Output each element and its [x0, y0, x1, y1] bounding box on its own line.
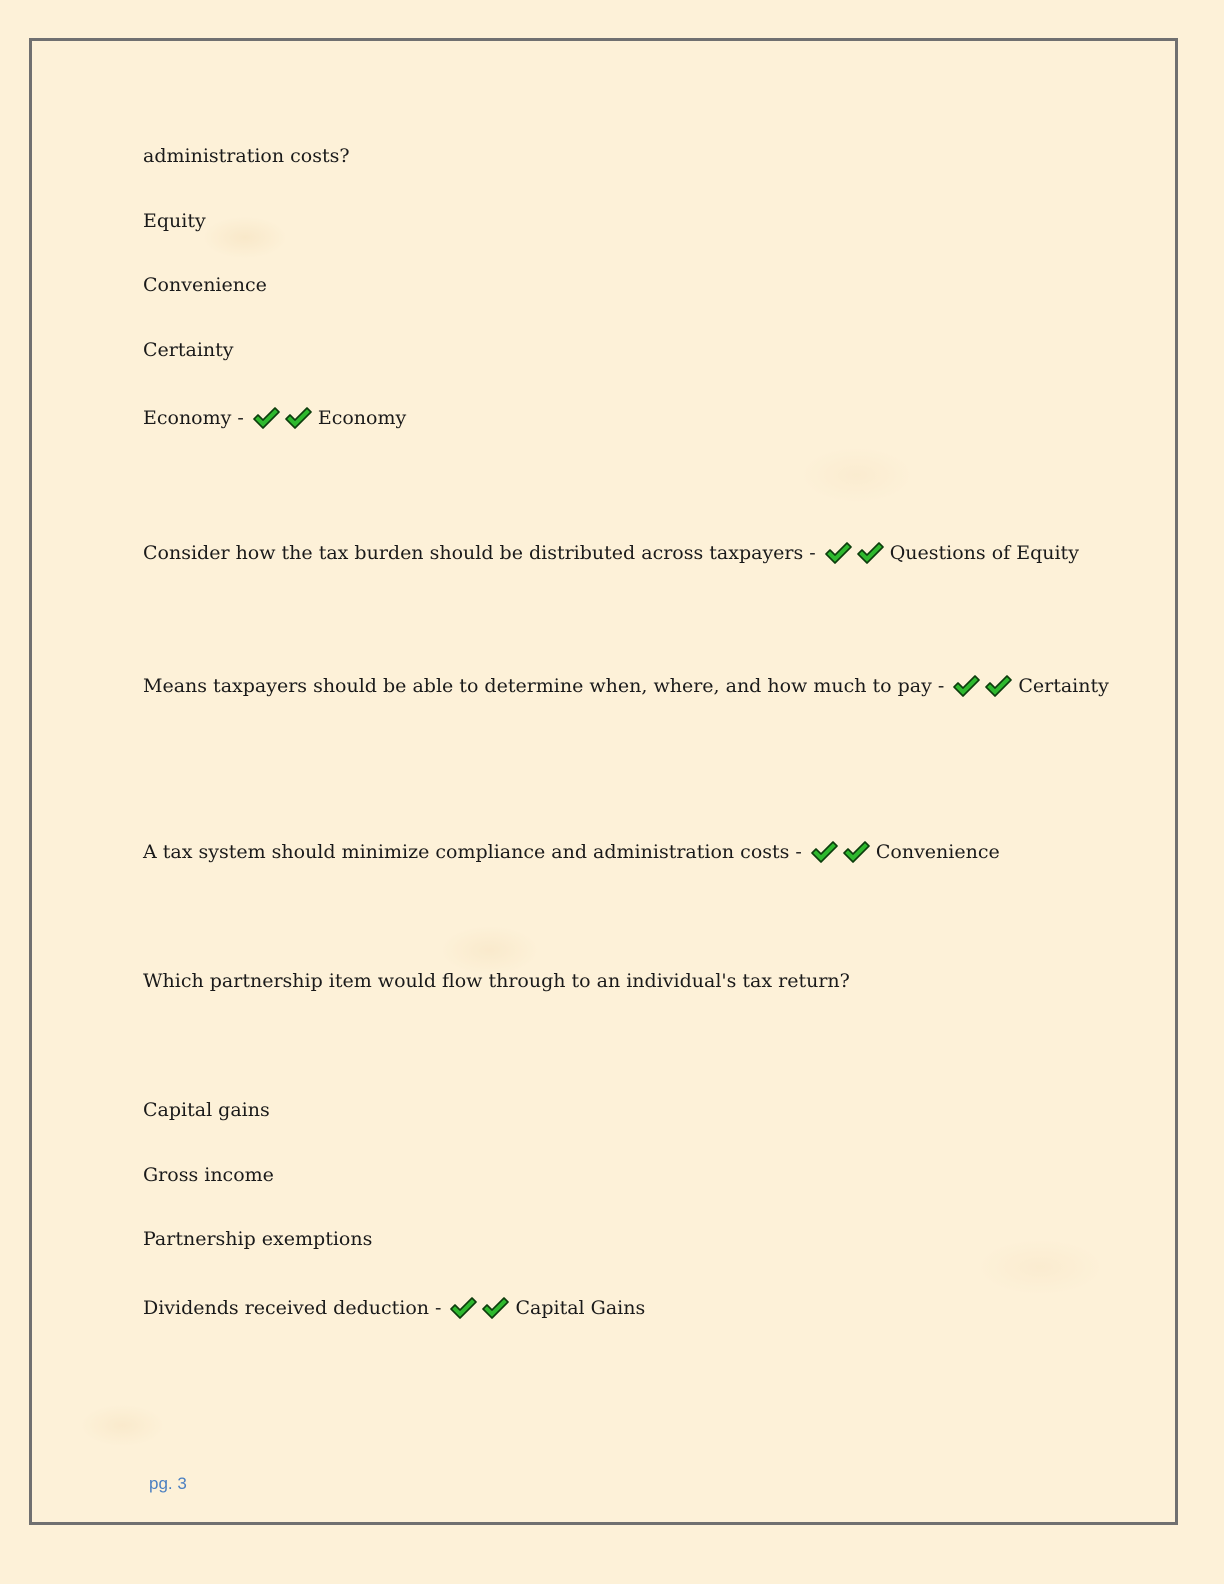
line-text: administration costs?: [143, 145, 350, 167]
checkmark-icon: [984, 674, 1012, 698]
line-text: Equity: [143, 210, 206, 232]
check-group: [810, 840, 874, 864]
line-text: Which partnership item would flow through to an individual's tax return?: [143, 970, 850, 992]
option-line: [143, 337, 234, 363]
checkmark-icon: [449, 1296, 477, 1320]
line-text: Gross income: [143, 1164, 274, 1186]
line-text: Capital gains: [143, 1099, 270, 1121]
option-line: [143, 208, 206, 234]
check-group: [449, 1296, 513, 1320]
option-line: [143, 1097, 270, 1123]
checkmark-icon: [252, 406, 280, 430]
checkmark-icon: [952, 674, 980, 698]
line-text: Partnership exemptions: [143, 1228, 373, 1250]
check-group: [824, 541, 888, 565]
checkmark-icon: [481, 1296, 509, 1320]
checkmark-icon: [810, 840, 838, 864]
line-text: A tax system should minimize compliance and administration costs -: [143, 841, 802, 863]
page-number: pg. 3: [149, 1474, 187, 1493]
line-text: Convenience: [143, 274, 267, 296]
checkmark-icon: [824, 541, 852, 565]
answer-text: Questions of Equity: [889, 542, 1079, 564]
line-text: Consider how the tax burden should be distributed across taxpayers -: [143, 542, 816, 564]
answer-text: Certainty: [1018, 675, 1109, 697]
line-text: Dividends received deduction -: [143, 1297, 442, 1319]
checkmark-icon: [284, 406, 312, 430]
answer-line: [143, 673, 1109, 699]
answer-line: [143, 839, 1000, 865]
check-group: [952, 674, 1016, 698]
option-line: [143, 272, 267, 298]
question-line: [143, 968, 850, 994]
check-group: [252, 406, 316, 430]
checkmark-icon: [842, 840, 870, 864]
checkmark-icon: [856, 541, 884, 565]
line-text: Certainty: [143, 339, 234, 361]
option-line: [143, 1226, 372, 1252]
line-text: Economy -: [143, 407, 244, 429]
answer-text: Economy: [317, 407, 407, 429]
text-line: [143, 143, 350, 169]
answer-line: [143, 1295, 645, 1321]
answer-line: [143, 405, 406, 431]
answer-text: Convenience: [875, 841, 1000, 863]
option-line: [143, 1162, 274, 1188]
line-text: Means taxpayers should be able to determine when, where, and how much to pay -: [143, 675, 945, 697]
answer-text: Capital Gains: [515, 1297, 646, 1319]
answer-line: [143, 540, 1079, 566]
